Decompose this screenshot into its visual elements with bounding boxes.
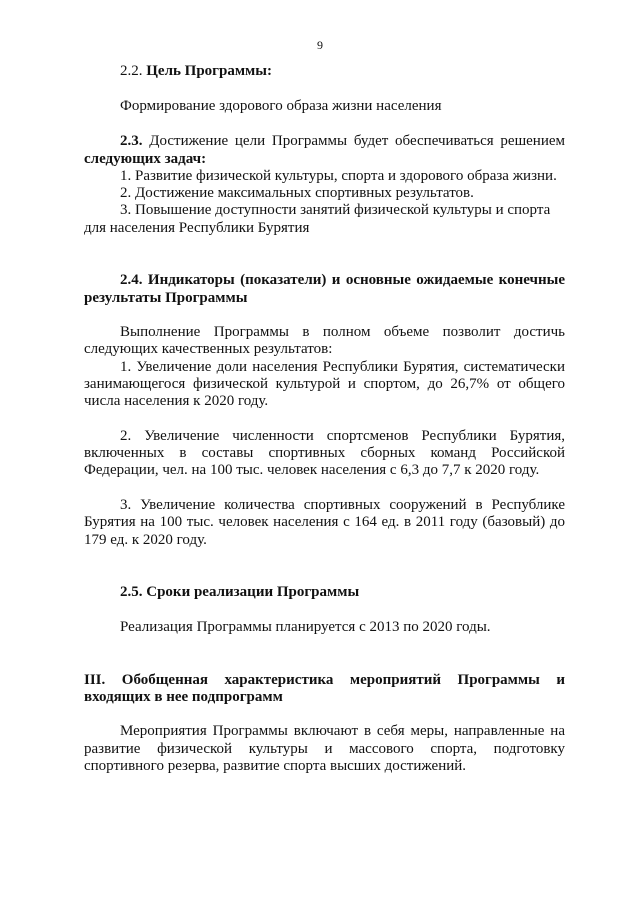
result-1-line2: занимающегося физической культурой и спортом, до 26,7% от общего [84,376,565,392]
section-3-text-line1: Мероприятия Программы включают в себя меры, направленные на [120,723,565,739]
section-2-3-task-3-cont: для населения Республики Бурятия [84,220,310,236]
section-2-3-task-1: 1. Развитие физической культуры, спорта и здорового образа жизни. [120,168,557,184]
result-2-line2: включенных в составы спортивных сборных команд Российской [84,445,565,461]
section-2-5-text: Реализация Программы планируется с 2013 по 2020 годы. [120,619,491,635]
result-3-line2: Бурятия на 100 тыс. человек населения с 164 ед. в 2011 году (базовый) до [84,514,565,530]
section-2-3-intro-text: Достижение цели Программы будет обеспечиваться решением [149,133,565,149]
section-2-4-intro-line2: следующих качественных результатов: [84,341,333,357]
result-2-line3: Федерации, чел. на 100 тыс. человек населения с 6,3 до 7,7 к 2020 году. [84,462,540,478]
section-3-text-line2: развитие физической культуры и массового спорта, подготовку [84,741,565,757]
section-2-3-intro-line2: следующих задач: [84,151,207,167]
section-2-5-heading: 2.5. Сроки реализации Программы [120,584,360,600]
result-3-line1: 3. Увеличение количества спортивных сооружений в Республике [120,497,565,513]
result-3-line3: 179 ед. к 2020 году. [84,532,207,548]
section-2-3-task-2: 2. Достижение максимальных спортивных результатов. [120,185,474,201]
section-2-4-intro-line1: Выполнение Программы в полном объеме позволит достичь [120,324,565,340]
section-3-heading-line1: III. Обобщенная характеристика мероприятий Программы и [84,672,565,688]
section-2-2-number: 2.2. [120,63,143,79]
section-2-3-task-3: 3. Повышение доступности занятий физической культуры и спорта [120,202,551,218]
page-number: 9 [317,38,323,52]
section-2-3-number: 2.3. [120,133,143,149]
result-1-line3: числа населения к 2020 году. [84,393,269,409]
section-2-4-heading-line1: 2.4. Индикаторы (показатели) и основные ожидаемые конечные [120,272,565,288]
section-2-2-heading [120,62,565,80]
section-2-2-title: Цель Программы: [146,63,272,79]
section-2-2-text: Формирование здорового образа жизни населения [120,98,442,114]
section-3-text-line3: спортивного резерва, развитие спорта высших достижений. [84,758,467,774]
result-2-line1: 2. Увеличение численности спортсменов Республики Бурятия, [120,428,565,444]
result-1-line1: 1. Увеличение доли населения Республики Бурятия, систематически [120,359,565,375]
section-2-4-heading-line2: результаты Программы [84,290,248,306]
section-2-3-intro-line1 [120,132,565,150]
section-3-heading-line2: входящих в нее подпрограмм [84,689,283,705]
